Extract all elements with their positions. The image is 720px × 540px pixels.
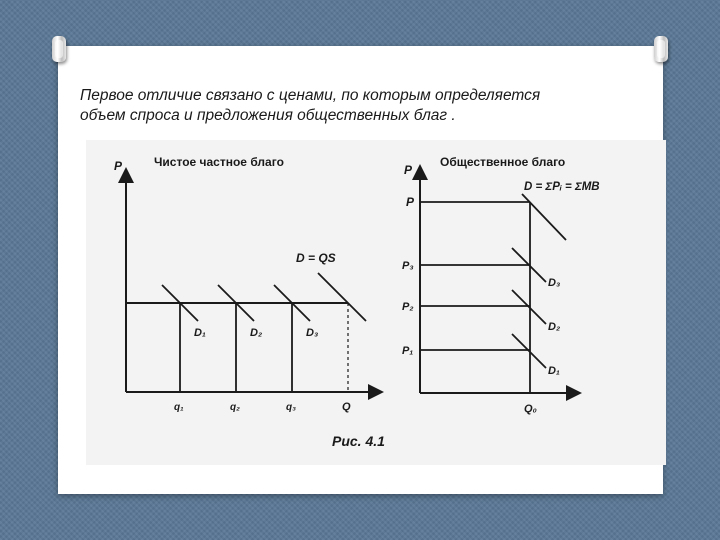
label-right-d2: D₂	[548, 321, 561, 333]
pin-icon-left	[52, 36, 66, 62]
tick-p1: P₁	[402, 345, 414, 357]
tick-q: Q	[342, 401, 351, 413]
pin-icon-right	[654, 36, 668, 62]
tick-p: P	[406, 195, 415, 209]
right-title: Общественное благо	[440, 155, 566, 169]
left-axis-p: P	[114, 159, 123, 173]
tick-q1: q₁	[174, 402, 184, 413]
left-title: Чистое частное благо	[154, 155, 284, 169]
label-d2: D₂	[250, 327, 263, 339]
slide-caption	[80, 86, 650, 126]
tick-q0: Q₀	[524, 403, 537, 415]
caption-line-2: объем спроса и предложения общественных благ .	[80, 107, 456, 124]
figure-4-1	[86, 140, 666, 465]
label-d1: D₁	[194, 327, 206, 339]
curve-right-d3	[512, 334, 546, 368]
left-panel	[126, 175, 376, 392]
tick-p3: P₃	[402, 260, 414, 272]
label-d-qs: D = QS	[296, 251, 336, 265]
tick-q2: q₂	[230, 402, 240, 413]
figure-caption: Рис. 4.1	[332, 433, 385, 449]
label-right-d3: D₃	[548, 277, 561, 289]
label-d3: D₃	[306, 327, 319, 339]
curve-d-sum	[522, 194, 566, 240]
tick-q3: q₃	[286, 402, 296, 413]
right-formula: D = ΣPᵢ = ΣMB	[524, 181, 600, 193]
label-right-d1: D₁	[548, 365, 560, 377]
tick-p2: P₂	[402, 301, 414, 313]
right-axis-p: P	[404, 163, 413, 177]
curve-d-total	[318, 273, 366, 321]
economics-diagram	[86, 140, 666, 465]
curve-right-d2	[512, 290, 546, 324]
caption-line-1: Первое отличие связано с ценами, по которым определяется	[80, 87, 541, 104]
